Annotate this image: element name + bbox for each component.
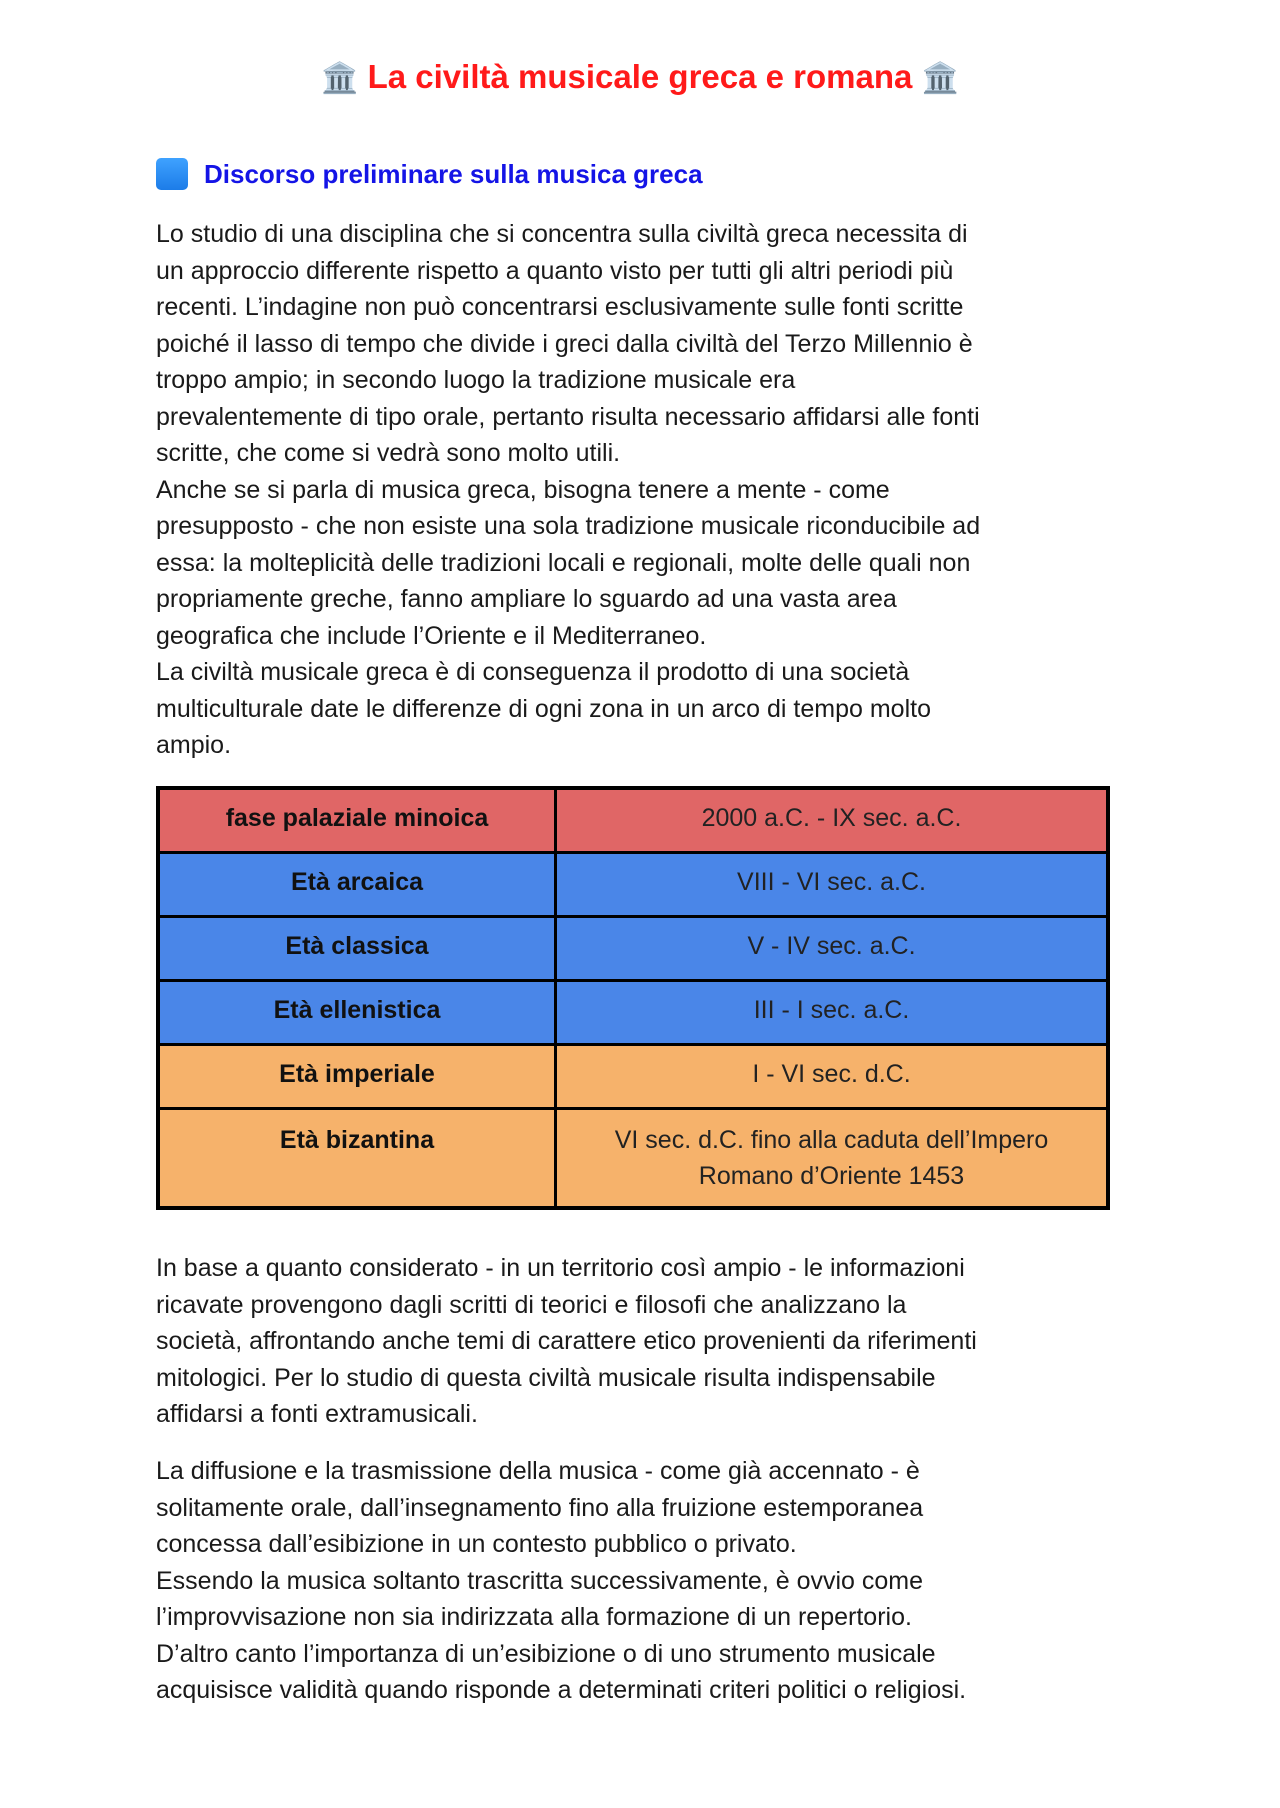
paragraph-sources [156,1250,1146,1433]
text-line: Anche se si parla di musica greca, bisogna tenere a mente - come [156,475,890,504]
text-line: In base a quanto considerato - in un territorio così ampio - le informazioni [156,1254,965,1282]
text-line: La diffusione e la trasmissione della musica - come già accennato - è [156,1457,920,1485]
text-line: troppo ampio; in secondo luogo la tradizione musicale era [156,366,796,394]
text-line: società, affrontando anche temi di carattere etico provenienti da riferimenti [156,1327,977,1355]
text-line: prevalentemente di tipo orale, pertanto risulta necessario affidarsi alle fonti [156,402,980,431]
period-cell: 2000 a.C. - IX sec. a.C. [556,788,1109,852]
period-cell: III - I sec. a.C. [556,980,1109,1044]
phase-cell: Età classica [158,916,556,980]
text-line: concessa dall’esibizione in un contesto pubblico o privato. [156,1530,797,1558]
text-line: mitologici. Per lo studio di questa civiltà musicale risulta indispensabile [156,1363,936,1392]
text-line: presupposto - che non esiste una sola tradizione musicale riconducibile ad [156,512,981,540]
period-line: Romano d’Oriente 1453 [698,1161,965,1190]
table-row [158,980,1108,1044]
text-line: poiché il lasso di tempo che divide i greci dalla civiltà del Terzo Millennio è [156,329,973,358]
phase-cell: Età imperiale [158,1044,556,1108]
table-row [158,852,1108,916]
text-line: propriamente greche, fanno ampliare lo sguardo ad una vasta area [156,585,897,613]
text-line: solitamente orale, dall’insegnamento fino alla fruizione estemporanea [156,1493,924,1522]
text-line: D’altro canto l’importanza di un’esibizione o di uno strumento musicale [156,1639,936,1668]
paragraph-intro [156,216,1146,764]
text-line: ampio. [156,731,232,759]
phase-cell: fase palaziale minoica [158,788,556,852]
phase-cell: Età arcaica [158,852,556,916]
period-cell: VIII - VI sec. a.C. [556,852,1109,916]
phase-cell: Età bizantina [158,1108,556,1208]
section-heading-text: Discorso preliminare sulla musica greca [204,158,703,189]
table-row [158,1044,1108,1108]
text-line: l’improvvisazione non sia indirizzata alla formazione di un repertorio. [156,1603,912,1631]
phase-cell: Età ellenistica [158,980,556,1044]
text-line: geografica che include l’Oriente e il Mediterraneo. [156,621,707,650]
text-line: un approccio differente rispetto a quanto visto per tutti gli altri periodi più [156,256,954,285]
page-title [0,58,1280,96]
paragraph-transmission [156,1453,1146,1709]
text-line: scritte, che come si vedrà sono molto utili. [156,439,621,467]
page-title-text: La civiltà musicale greca e romana [367,58,913,95]
blue-square-icon [156,158,188,190]
table-row [158,916,1108,980]
period-cell [556,1108,1109,1208]
text-line: ricavate provengono dagli scritti di teorici e filosofi che analizzano la [156,1290,907,1319]
text-line: essa: la molteplicità delle tradizioni locali e regionali, molte delle quali non [156,548,971,577]
section-heading [156,158,703,190]
text-line: Essendo la musica soltanto trascritta successivamente, è ovvio come [156,1566,924,1595]
text-line: Lo studio di una disciplina che si concentra sulla civiltà greca necessita di [156,220,968,248]
period-line: VI sec. d.C. fino alla caduta dell’Impero [614,1125,1049,1154]
period-cell: I - VI sec. d.C. [556,1044,1109,1108]
period-cell: V - IV sec. a.C. [556,916,1109,980]
text-line: recenti. L’indagine non può concentrarsi esclusivamente sulle fonti scritte [156,293,964,321]
table-row [158,788,1108,852]
classical-building-icon: 🏛️ [321,62,359,95]
text-line: affidarsi a fonti extramusicali. [156,1400,478,1428]
table-row [158,1108,1108,1208]
timeline-table [156,786,1110,1210]
text-line: acquisisce validità quando risponde a determinati criteri politici o religiosi. [156,1676,967,1704]
text-line: multiculturale date le differenze di ogni zona in un arco di tempo molto [156,694,931,723]
classical-building-icon: 🏛️ [921,62,959,95]
text-line: La civiltà musicale greca è di conseguenza il prodotto di una società [156,658,910,686]
